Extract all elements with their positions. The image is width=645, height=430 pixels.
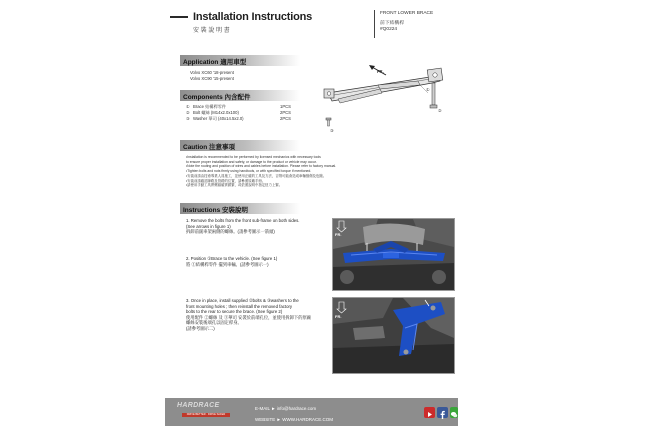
component-2-qty: 2PCS: [280, 110, 291, 115]
component-2-name: Bolt 螺絲 (M14x2.0x100): [193, 110, 239, 115]
step-3-line-6: (請參考圖示二): [186, 325, 215, 331]
caution-line-1: •Installation is recommended to be performed by licensed mechanics with necessary tools: [186, 155, 321, 159]
caution-line-3: •Note the routing and position of wires and cables before installation. Please refer to factory manual.: [186, 164, 337, 168]
caution-line-7: •請使用手動工具將螺絲確實鎖緊，或依照說明中指定扭力上緊。: [186, 183, 283, 187]
instructions-heading: Instructions 安裝說明: [183, 206, 249, 214]
brace-diagram: [320, 55, 452, 135]
figure-1-fr-label: FR.: [335, 232, 342, 237]
figure-1-photo: [332, 218, 455, 291]
vehicle-2: Volvo XC90 '15-present: [190, 76, 234, 81]
step-3: [186, 298, 321, 332]
product-name: FRONT LOWER BRACE: [380, 11, 434, 16]
facebook-icon[interactable]: [437, 407, 448, 418]
figure-2-photo: [332, 297, 455, 374]
brand-slogan: DRIVE BETTER · DRIVE SAFER: [186, 413, 226, 416]
youtube-icon[interactable]: [424, 407, 435, 418]
diagram-callout-2: ②: [438, 108, 442, 113]
component-3-name: Washer 華司 (40x14.5x2.0): [193, 116, 244, 121]
caution-heading-bar: [180, 140, 300, 151]
step-1-line-1: 1. Remove the bolts from the front sub-frame on both sides.: [186, 218, 300, 223]
header-accent-bar: [170, 16, 188, 18]
step-3-line-5: 螺絲安裝後端孔以固定桿身。: [186, 320, 242, 326]
header-divider: [374, 10, 375, 38]
figure-2-fr-label: FR.: [335, 314, 342, 319]
components-heading-bar: [180, 90, 300, 101]
step-3-line-1: 3. Once in place, install supplied ②bolts & ③washers to the: [186, 298, 299, 303]
product-name-zh: 前下結構桿: [380, 21, 404, 26]
application-heading-bar: [180, 55, 300, 66]
figure-1-image: [333, 219, 454, 290]
application-heading: Application 適用車型: [183, 58, 247, 66]
caution-line-4: •Tighten bolts and nuts firmly using handtools, or with specified torque if mentioned.: [186, 168, 312, 173]
brand-slogan-bar: [182, 413, 230, 417]
component-3-qty: 2PCS: [280, 116, 291, 121]
step-3-line-2: front mounting holes ; then reinstall the removed factory: [186, 303, 293, 309]
contact-email[interactable]: E-MAIL ► info@hardrace.com: [255, 406, 317, 411]
wechat-icon[interactable]: [450, 407, 458, 418]
page-title-zh: 安 裝 說 明 書: [193, 28, 230, 34]
page-title: Installation Instructions: [193, 11, 313, 23]
component-1-name: Brace 結構桿零件: [193, 104, 227, 109]
caution-line-5: •安裝前請由技術專業人員施工，並使用正確的工具及方法，否則可能會造成車輛損傷及危險。: [186, 174, 327, 178]
component-1-qty: 1PCS: [280, 104, 291, 109]
caution-line-2: to ensure proper installation and safety, or damage to the product or vehicle may occur.: [186, 159, 317, 164]
step-3-line-4: 使用配件 ②螺絲 及 ③華司 安裝於前端孔位，並使用拆卸下的原廠: [186, 314, 312, 320]
product-code: #Q0224: [380, 27, 398, 32]
washer-part-icon: [326, 118, 331, 126]
diagram-callout-1: ①: [426, 87, 430, 92]
step-1: [186, 218, 321, 235]
step-2-line-1: 2. Position ①Brace to the vehicle. (See figure 1): [186, 256, 278, 261]
component-1-no: ①: [186, 104, 190, 109]
brand-logo: HARDRACE: [177, 402, 220, 409]
figure-2-image: [333, 298, 454, 373]
instructions-heading-bar: [180, 203, 300, 214]
diagram-fr-label: FR.: [377, 69, 384, 74]
components-heading: Components 內含配件: [183, 93, 251, 101]
caution-line-6: •安裝前請確認線路及管路的位置，請參照原廠手冊。: [186, 178, 266, 183]
step-3-line-3: bolts to the rear to secure the brace. (See figure 2): [186, 309, 283, 315]
step-2-line-2: 將 ①結構桿零件 擺到車輛。(請參考圖示一): [186, 261, 269, 267]
vehicle-1: Volvo XC60 '18-present: [190, 70, 234, 75]
caution-heading: Caution 注意事項: [183, 143, 235, 151]
component-3-no: ③: [186, 116, 190, 121]
step-1-line-3: 拆卸前副車架兩側的螺絲。(請參考圖示一箭頭): [186, 229, 275, 235]
bolt-part-icon: [430, 83, 437, 108]
step-2: [186, 256, 321, 267]
diagram-callout-3: ③: [330, 128, 334, 133]
step-1-line-2: (See arrows in figure 1): [186, 223, 231, 229]
contact-website[interactable]: WEBSITE ► WWW.HARDRACE.COM: [255, 417, 333, 422]
component-2-no: ②: [186, 110, 190, 115]
